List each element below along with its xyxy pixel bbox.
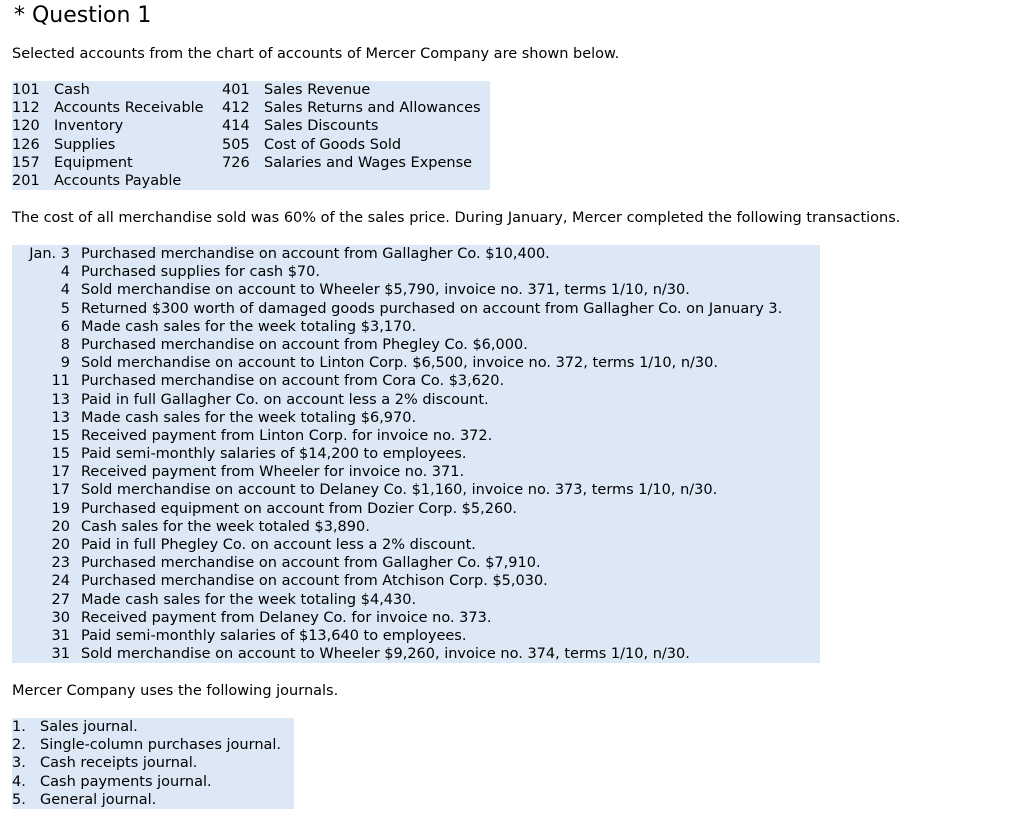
transaction-date: 11 — [51, 373, 70, 390]
transaction-date: 23 — [51, 555, 70, 572]
account-number: 505 — [222, 136, 250, 153]
transactions-table — [12, 245, 820, 663]
account-number: 157 — [12, 154, 40, 171]
transaction-row — [12, 409, 820, 427]
journal-name: Cash payments journal. — [40, 773, 212, 790]
transaction-description: Made cash sales for the week totaling $3,170. — [81, 318, 417, 335]
journals-intro-text: Mercer Company uses the following journals. — [12, 683, 339, 699]
transaction-date: 15 — [51, 446, 70, 463]
transaction-description: Paid in full Gallagher Co. on account less a 2% discount. — [81, 391, 489, 408]
transaction-date: 19 — [51, 500, 70, 517]
transaction-description: Purchased equipment on account from Dozier Corp. $5,260. — [81, 500, 518, 517]
transaction-description: Purchased merchandise on account from Gallagher Co. $10,400. — [81, 246, 550, 262]
account-row — [12, 117, 490, 135]
transaction-row — [12, 300, 820, 318]
transaction-row — [12, 481, 820, 499]
transaction-description: Paid in full Phegley Co. on account less a 2% discount. — [81, 537, 476, 553]
transaction-description: Received payment from Wheeler for invoice no. 371. — [81, 464, 465, 481]
journal-name: Cash receipts journal. — [40, 755, 198, 772]
account-name: Supplies — [54, 136, 116, 153]
list-number: 3. — [12, 755, 26, 772]
transaction-date: 5 — [60, 300, 70, 317]
transaction-date: 6 — [60, 318, 70, 335]
transaction-date: 24 — [51, 573, 70, 590]
account-number: 726 — [222, 154, 250, 171]
transaction-row — [12, 372, 820, 390]
transaction-date: 4 — [60, 282, 70, 299]
account-number: 126 — [12, 136, 40, 153]
account-number: 120 — [12, 118, 40, 135]
account-number: 401 — [222, 82, 250, 98]
transaction-date: 8 — [60, 336, 70, 353]
transaction-row — [12, 645, 820, 663]
account-number: 101 — [12, 82, 40, 98]
transaction-row — [12, 554, 820, 572]
transaction-row — [12, 627, 820, 645]
journal-name: General journal. — [40, 791, 157, 808]
transaction-description: Received payment from Linton Corp. for invoice no. 372. — [81, 427, 493, 444]
transaction-date: 20 — [51, 537, 70, 553]
account-name: Inventory — [54, 118, 124, 135]
account-name: Salaries and Wages Expense — [264, 154, 473, 171]
account-number: 201 — [12, 172, 40, 189]
transaction-date: 31 — [51, 627, 70, 644]
transaction-row — [12, 572, 820, 590]
account-row — [12, 81, 490, 99]
account-name: Cost of Goods Sold — [264, 136, 402, 153]
list-item — [12, 773, 294, 791]
transaction-row — [12, 591, 820, 609]
transaction-row — [12, 445, 820, 463]
chart-of-accounts-table — [12, 81, 490, 190]
transaction-row — [12, 609, 820, 627]
account-name: Accounts Receivable — [54, 100, 204, 117]
transaction-description: Sold merchandise on account to Wheeler $9,260, invoice no. 374, terms 1/10, n/30. — [81, 646, 690, 663]
list-number: 4. — [12, 773, 26, 790]
transaction-date: 30 — [51, 609, 70, 626]
transaction-description: Paid semi-monthly salaries of $14,200 to employees. — [81, 446, 467, 463]
transaction-description: Sold merchandise on account to Linton Corp. $6,500, invoice no. 372, terms 1/10, n/30. — [81, 355, 718, 372]
transaction-row — [12, 263, 820, 281]
transaction-date: 27 — [51, 591, 70, 608]
transaction-row — [12, 463, 820, 481]
transaction-row — [12, 427, 820, 445]
transaction-description: Purchased supplies for cash $70. — [81, 264, 320, 281]
account-name: Sales Returns and Allowances — [264, 100, 481, 117]
list-item — [12, 791, 294, 809]
transaction-date: 9 — [60, 355, 70, 372]
cost-note-text: The cost of all merchandise sold was 60% of the sales price. During January, Mercer completed the following transactions. — [12, 210, 901, 226]
list-item — [12, 754, 294, 772]
transaction-description: Purchased merchandise on account from Atchison Corp. $5,030. — [81, 573, 548, 590]
account-name: Sales Discounts — [264, 118, 379, 135]
account-row — [12, 99, 490, 117]
journals-list — [12, 718, 294, 809]
transaction-row — [12, 354, 820, 372]
transaction-description: Cash sales for the week totaled $3,890. — [81, 518, 370, 535]
transaction-date: 17 — [51, 482, 70, 499]
transaction-description: Purchased merchandise on account from Phegley Co. $6,000. — [81, 336, 528, 353]
transaction-description: Purchased merchandise on account from Gallagher Co. $7,910. — [81, 555, 541, 572]
transaction-row — [12, 336, 820, 354]
account-number: 112 — [12, 100, 40, 117]
transaction-row — [12, 281, 820, 299]
transaction-row — [12, 536, 820, 554]
transaction-date: Jan. 3 — [29, 246, 70, 262]
journal-name: Single-column purchases journal. — [40, 737, 282, 754]
transaction-row — [12, 518, 820, 536]
transaction-row — [12, 500, 820, 518]
list-number: 1. — [12, 719, 26, 735]
transaction-date: 13 — [51, 391, 70, 408]
account-number: 414 — [222, 118, 250, 135]
transaction-description: Returned $300 worth of damaged goods purchased on account from Gallagher Co. on January 3. — [81, 300, 783, 317]
account-name: Equipment — [54, 154, 133, 171]
account-row — [12, 154, 490, 172]
transaction-description: Received payment from Delaney Co. for invoice no. 373. — [81, 609, 492, 626]
transaction-date: 15 — [51, 427, 70, 444]
journal-name: Sales journal. — [40, 719, 138, 735]
transaction-date: 20 — [51, 518, 70, 535]
transaction-description: Sold merchandise on account to Wheeler $5,790, invoice no. 371, terms 1/10, n/30. — [81, 282, 690, 299]
account-row — [12, 172, 490, 190]
list-number: 5. — [12, 791, 26, 808]
transaction-date: 17 — [51, 464, 70, 481]
list-item — [12, 718, 294, 736]
account-name: Sales Revenue — [264, 82, 371, 98]
intro-text: Selected accounts from the chart of accounts of Mercer Company are shown below. — [12, 46, 620, 62]
transaction-row — [12, 245, 820, 263]
question-title: * Question 1 — [14, 3, 152, 28]
transaction-date: 4 — [60, 264, 70, 281]
account-name: Accounts Payable — [54, 172, 182, 189]
transaction-row — [12, 391, 820, 409]
account-name: Cash — [54, 82, 90, 98]
transaction-description: Made cash sales for the week totaling $4,430. — [81, 591, 417, 608]
list-item — [12, 736, 294, 754]
transaction-date: 31 — [51, 646, 70, 663]
account-number: 412 — [222, 100, 250, 117]
transaction-row — [12, 318, 820, 336]
transaction-description: Sold merchandise on account to Delaney Co. $1,160, invoice no. 373, terms 1/10, n/30. — [81, 482, 718, 499]
list-number: 2. — [12, 737, 26, 754]
transaction-date: 13 — [51, 409, 70, 426]
transaction-description: Purchased merchandise on account from Cora Co. $3,620. — [81, 373, 505, 390]
transaction-description: Made cash sales for the week totaling $6,970. — [81, 409, 417, 426]
transaction-description: Paid semi-monthly salaries of $13,640 to employees. — [81, 627, 467, 644]
account-row — [12, 136, 490, 154]
